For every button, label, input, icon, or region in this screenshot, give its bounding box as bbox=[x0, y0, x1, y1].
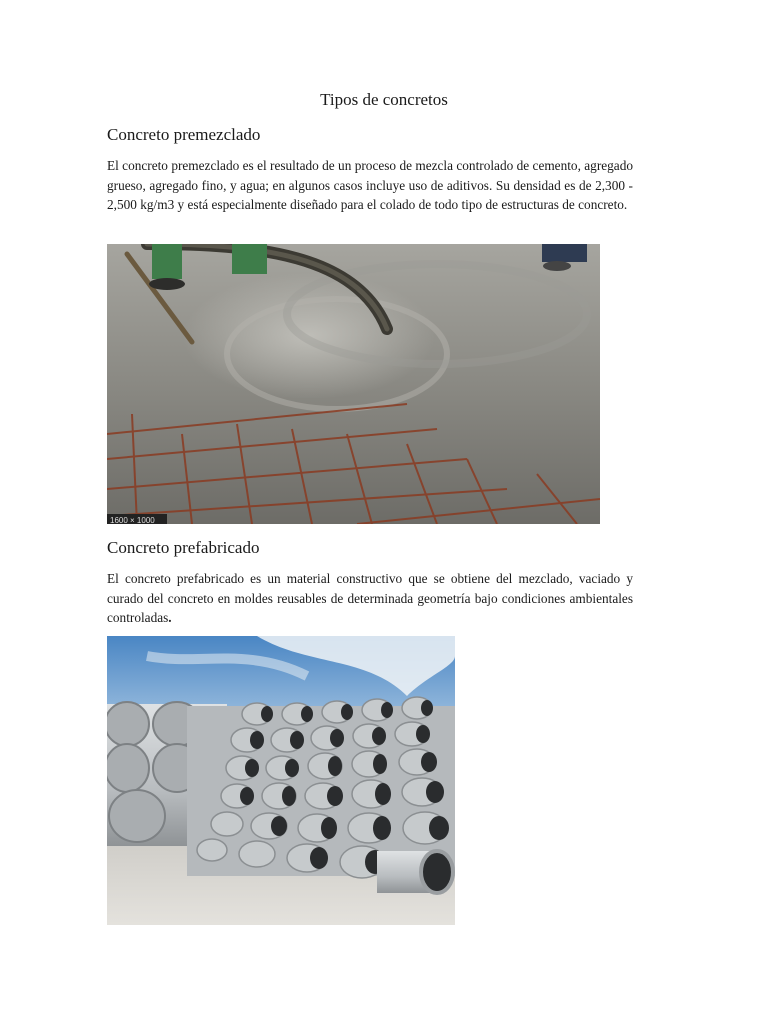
section-heading-premezclado: Concreto premezclado bbox=[107, 125, 261, 144]
photo-ready-mix-concrete bbox=[107, 244, 600, 524]
page-title: Tipos de concretos bbox=[320, 90, 448, 109]
section-paragraph-premezclado: El concreto premezclado es el resultado de un proceso de mezcla controlado de cemento, agregado grueso, agregado fino, y agua; en algunos casos incluye uso de aditivos. Su densidad es de 2,300 - 2,500 kg/m3 y está especialmente diseñado para el colado de todo tipo de estructuras de concreto. bbox=[107, 158, 633, 212]
paragraph-period: . bbox=[168, 610, 172, 625]
image-size-caption: 1600 × 1000 bbox=[110, 516, 155, 524]
photo-precast-concrete-pipes bbox=[107, 636, 455, 925]
section-heading-prefabricado: Concreto prefabricado bbox=[107, 538, 260, 557]
section-paragraph-prefabricado bbox=[107, 569, 633, 628]
paragraph-text: El concreto prefabricado es un material constructivo que se obtiene del mezclado, vaciado y curado del concreto en moldes reusables de determinada geometría bajo condiciones ambientales controladas bbox=[107, 571, 633, 625]
